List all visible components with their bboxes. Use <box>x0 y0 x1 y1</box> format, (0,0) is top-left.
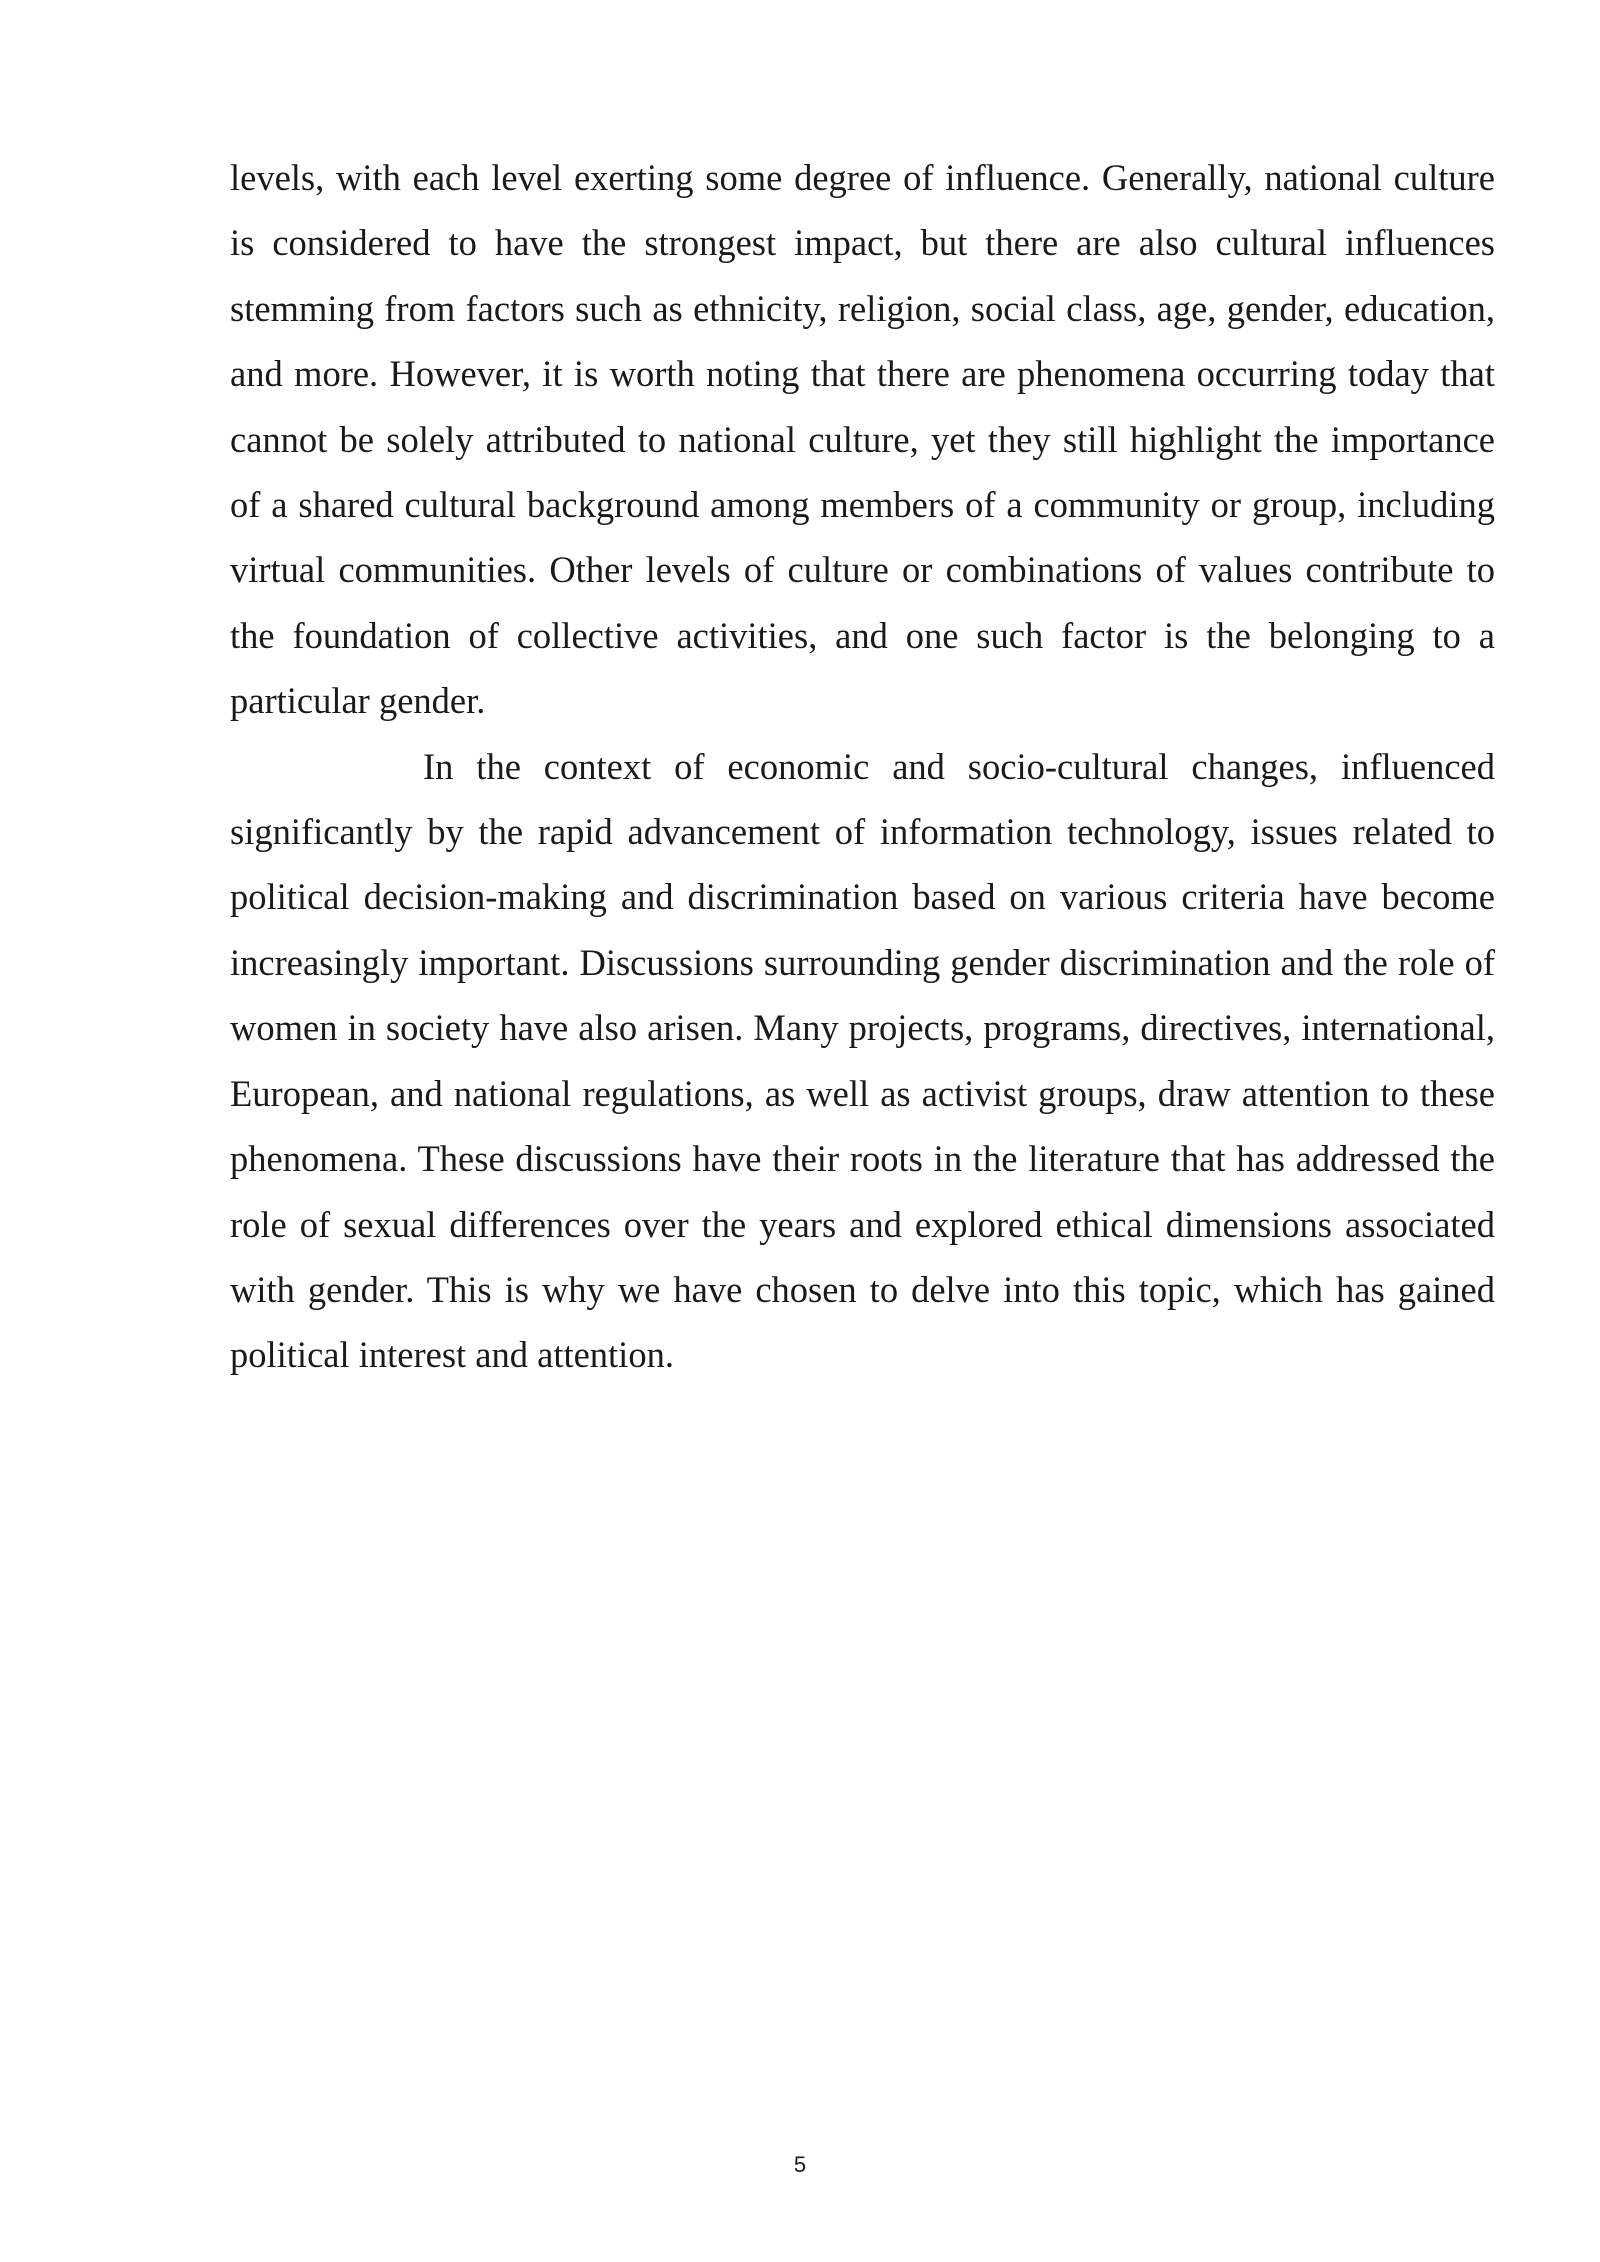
paragraph-context: In the context of economic and socio-cultural changes, influenced significantly by the rapid advancement of information technology, issues related to political decision-making and discrimination based on various criteria have become increasingly important. Discussions surrounding gender discrimination and the role of women in society have also arisen. Many projects, programs, directives, international, European, and national regulations, as well as activist groups, draw attention to these phenomena. These discussions have their roots in the literature that has addressed the role of sexual differences over the years and explored ethical dimensions associated with gender. This is why we have chosen to delve into this topic, which has gained political interest and attention. <box>230 745 1495 1376</box>
page-number: 5 <box>793 2152 807 2177</box>
body-text <box>230 145 1495 1388</box>
paragraph-continued: levels, with each level exerting some degree of influence. Generally, national culture is considered to have the strongest impact, but there are also cultural influences stemming from factors such as ethnicity, religion, social class, age, gender, education, and more. However, it is worth noting that there are phenomena occurring today that cannot be solely attributed to national culture, yet they still highlight the importance of a shared cultural background among members of a community or group, including virtual communities. Other levels of culture or combinations of values contribute to the foundation of collective activities, and one such factor is the belonging to a particular gender. <box>230 157 1495 722</box>
